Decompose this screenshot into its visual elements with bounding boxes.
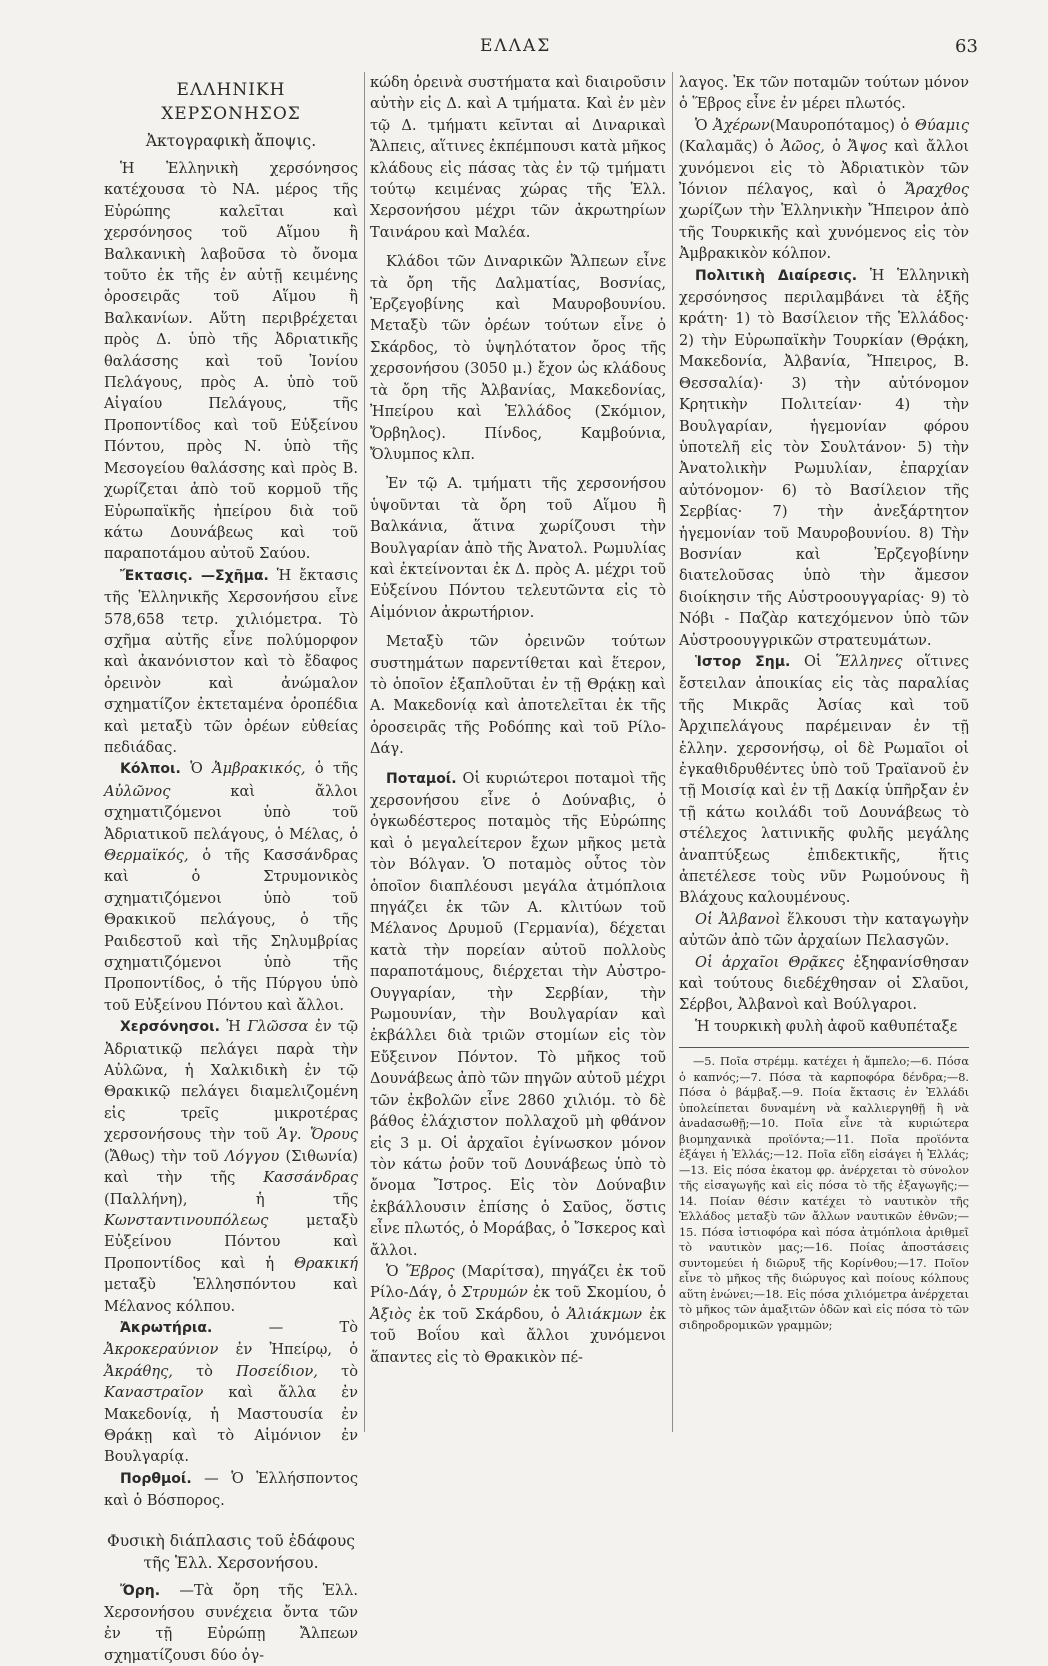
section-heading-physical [104,1530,358,1574]
paragraph-thracians [679,952,969,1016]
paragraph-balkan: Ἐν τῷ Α. τμήματι τῆς χερσονήσου ὑψοῦνται τὰ ὄρη τοῦ Αἵμου ἢ Βαλκάνια, ἅτινα χωρίζουσι τὴν Βουλγαρίαν ἀπὸ τῆς Ἀνατολ. Ρωμυλίας καὶ ἐκτείνονται ἐκ Δ. πρὸς Α. μέχρι τοῦ Εὐξείνου Πόντου τελευτῶντα εἰς τὸ Αἱμόνιον ἀκρωτήριον. [370,475,666,621]
text: Οἱ κυριώτεροι ποταμοὶ τῆς χερσονήσου εἶνε ὁ Δούναβις, ὁ ὀγκωδέστερος ποταμὸς τῆς Εὐρώπης καὶ ὁ μεγαλείτερον ἔχων μῆκος μετὰ τὸν Βόλγαν. Ὁ ποταμὸς οὗτος τὸν ὁποῖον διαπλέουσι μεγάλα ἀτμόπλοια πηγάζει ἐκ τῶν Α. κλιτύων τοῦ Μέλανος Δρυμοῦ (Γερμανία), δέχεται κατὰ τὴν πορείαν αὐτοῦ πολλοὺς παραποτάμους, διέρχεται τὴν Αὐστρο-Ουγγαρίαν, τὴν Σερβίαν, τὴν Ρωμουνίαν, τὴν Βουλγαρίαν καὶ ἐκβάλλει διὰ τριῶν στομίων εἰς τὸν Εὔξεινον Πόντον. Τὸ μῆκος τοῦ Δουνάβεως ἀπὸ τῶν πηγῶν αὐτοῦ μέχρι τῶν ἐκβολῶν εἶνε 2860 χιλιόμ. τὸ δὲ βάθος ἐλάχιστον πολλαχοῦ μὴ φθάνον εἰς 3 μ. Οἱ ἀρχαῖοι ἐγίνωσκον μόνον τὸν κάτω ῥοῦν τοῦ Δουνάβεως ὑπὸ τὸ ὄνομα Ἴστρος. Εἰς τὸν Δούναβιν ἐκβάλλουσιν ἐπίσης ὁ Σαῦος, ὅστις εἶνε πλωτός, ὁ Μοράβας, ὁ Ἴσκερος καὶ ἄλλοι. [370,769,667,1259]
paragraph-dinaric: Κλάδοι τῶν Διναρικῶν Ἄλπεων εἶνε τὰ ὄρη τῆς Δαλματίας, Βοσνίας, Ἐρζεγοβίνης καὶ Μαυροβουνίου. Μεταξὺ τῶν ὀρέων τούτων εἶνε ὁ Σκάρδος, τὸ ὑψηλότατον ὄρος τῆς χερσονήσου (3050 μ.) ἔχον ὡς κλάδους τὰ ὄρη τῆς Ἀλβανίας, Μακεδονίας, Ἠπείρου καὶ Ἑλλάδος (Σκόμιον, Ὄρβηλος). Πίνδος, Καμβούνια, Ὄλυμπος κλπ. [370,253,666,463]
paragraph-mountains [104,1580,358,1666]
column-middle [370,72,666,1368]
paragraph-albanians [679,909,969,952]
paragraph-gulfs [104,758,358,1016]
italic-term: Λόγγου [224,1147,280,1165]
text: (Μαυροπόταμος) ὁ [769,116,910,134]
paragraph-mountains-cont: κώδη ὀρεινὰ συστήματα καὶ διαιροῦσιν αὐτὴν εἰς Δ. καὶ Α τμήματα. Καὶ ἐν μὲν τῷ Δ. τμήματι κεῖνται αἱ Διναρικαὶ Ἄλπεις, αἵτινες ἐκπέμπουσι κατὰ μῆκος κλάδους εἰς πάσας τὰς ἐν τῷ τμήματι τούτῳ κειμένας χώρας τῆς Ἑλλ. Χερσονήσου μέχρι τῶν ἀκρωτηρίων Ταινάρου καὶ Μαλέα. [370,74,666,241]
text: καὶ ἄλλα ἐν Μακεδονίᾳ, ἡ Μαστουσία ἐν Θράκῃ καὶ τὸ Αἱμόνιον ἐν Βουλγαρίᾳ. [104,1384,358,1466]
section-title: ΕΛΛΗΝΙΚΗ ΧΕΡΣΟΝΗΣΟΣ [161,80,301,124]
spacer [370,623,666,631]
keyword-potamoi: Ποταμοί. [386,770,457,787]
footnotes [679,1047,969,1333]
page-number: 63 [955,36,978,57]
keyword-akrotiria: Ἀκρωτήρια. [120,1319,213,1336]
italic-term: Ἀχέρων [713,116,770,134]
text: ὁ τῆς Κασσάνδρας καὶ ὁ Στρυμονικὸς σχηματιζόμενοι ὑπὸ τοῦ Θρακικοῦ πελάγους, ὁ τῆς Ραιδεστοῦ καὶ τῆς Σηλυμβρίας σχηματιζόμενοι ὑπὸ τῆς Προποντίδος, ὁ τῆς Πύργου ὑπὸ τοῦ Εὐξείνου Πόντου καὶ ἄλλοι. [104,847,359,1014]
paragraph-rhodope: Μεταξὺ τῶν ὀρεινῶν τούτων συστημάτων παρεντίθεται καὶ ἕτερον, τὸ ὁποῖον ἐξαπλοῦται ἐν τῇ Θρᾴκῃ καὶ Α. Μακεδονίᾳ καὶ ἀποτελεῖται ἐκ τῆς ὀροσειρᾶς τῆς Ροδόπης καὶ τοῦ Ρίλο-Δάγ. [370,633,666,758]
paragraph-extent [104,565,358,759]
italic-term: Ἀμβρακικός, [212,760,306,778]
heading-line: τῆς Ἑλλ. Χερσονήσου. [143,1553,319,1572]
keyword-porthmoi: Πορθμοί. [120,1470,192,1487]
italic-term: Ἄψος [848,138,888,156]
text: Ὁ [190,760,203,778]
keyword-ektasis: Ἔκτασις. —Σχῆμα. [120,567,269,584]
italic-term: Ἁγ. Ὄρους [277,1126,359,1144]
paragraph-capes [104,1317,358,1468]
text: ὁ τῆς [314,760,359,778]
text: Ὁ [386,1262,399,1280]
text: (Παλλήνη), ἡ τῆς [104,1190,358,1208]
column-right [679,72,969,1333]
text: (Καλαμᾶς) ὁ [679,138,774,156]
column-rule-left [364,72,365,1432]
paragraph-rivers-thrace [370,1261,666,1368]
text: τὸ [341,1362,358,1380]
italic-term: Στρυμών [461,1284,528,1302]
text: (Μαρίτσα), πηγάζει ἐκ τοῦ Ρίλο-Δάγ, ὁ [370,1262,667,1302]
text: οἵτινες ἔστειλαν ἀποικίας εἰς τὰς παραλίας τῆς Μικρᾶς Ἀσίας καὶ τοῦ Ἀρχιπελάγους παρέμειναν ἐν τῇ ἑλλην. χερσονήσῳ, οἱ δὲ Ρωμαῖοι οἱ ἐγκαθιδρυθέντες ὑπὸ τοῦ Τραϊανοῦ ἐν τῇ Μοισίᾳ καὶ ἐν τῇ Δακίᾳ ὑπῆρξαν ἐν τῇ κάτω κοιλάδι τοῦ Δουνάβεως τὸ στέλεχος λατινικῆς φυλῆς μεγάλης ἀναπτύξεως ἐπιδεκτικῆς, ἥτις ἀπετέλεσε τοὺς νῦν Ρωμούνους ἢ Βλάχους καλουμένους. [679,652,970,907]
text: — Τὸ [268,1318,358,1336]
text: καὶ ἄλλοι σχηματιζόμενοι ὑπὸ τοῦ Ἀδριατικοῦ πελάγους, ὁ Μέλας, ὁ [104,782,358,843]
keyword-politiki: Πολιτικὴ Διαίρεσις. [695,267,858,284]
italic-term: Κωνσταντινουπόλεως [104,1211,269,1229]
italic-term: Ἁλιάκμων [566,1305,643,1323]
text: μεταξὺ Ἑλλησπόντου καὶ Μέλανος κόλπου. [104,1276,358,1315]
italic-term: Ἀκροκεραύνιον [104,1341,219,1359]
italic-term: Θύαμις [914,116,969,134]
paragraph-straits [104,1468,358,1512]
text: ἕλκουσι τὴν καταγωγὴν αὐτῶν ἀπὸ τῶν ἀρχαίων Πελασγῶν. [679,910,969,950]
italic-term: Ἀκράθης, [104,1362,173,1380]
text: ἐκ τοῦ Σκάρδου, ὁ [418,1305,560,1323]
italic-term: Ἀξιὸς [370,1305,412,1323]
text: τὸ [196,1362,213,1380]
italic-term: Ἕβρος [405,1262,455,1280]
paragraph-political [679,265,969,651]
text: (Ἄθως) τὴν τοῦ [104,1147,219,1165]
text: μεταξὺ Εὐξείνου Πόντου καὶ Προποντίδος καὶ ἡ [104,1211,358,1272]
column-rule-right [672,72,673,1432]
italic-term: Καναστραῖον [104,1384,204,1402]
spacer [370,465,666,473]
italic-term: Θερμαϊκός, [104,847,189,864]
text: ἐκ τοῦ Σκομίου, ὁ [533,1284,667,1302]
italic-term: Θρακική [293,1254,358,1272]
text: Ἡ Ἑλληνικὴ χερσόνησος περιλαμβάνει τὰ ἑξῆς κράτη· 1) τὸ Βασίλειον τῆς Ἑλλάδος· 2) τὴν Εὐρωπαϊκὴν Τουρκίαν (Θρᾴκη, Μακεδονία, Ἀλβανία, Ἤπειρος, Β. Θεσσαλία)· 3) τὴν αὐτόνομον Κρητικὴν Πολιτείαν· 4) τὴν Βουλγαρίαν, ἡγεμονίαν φόρου ὑποτελῆ εἰς τὸν Σουλτάνον· 5) τὴν Ἀνατολικὴν Ρωμυλίαν, ἐπαρχίαν αὐτόνομον· 6) τὸ Βασίλειον τῆς Σερβίας· 7) τὴν ἀνεξάρτητον ἡγεμονίαν τοῦ Μαυροβουνίου. 8) Τὴν Βοσνίαν καὶ Ἐρζεγοβίνην διατελοῦσας ὑπὸ τὴν ἄμεσον διοίκησιν τῆς Αὐστροουγγαρίας· 9) τὸ Νόβι - Παζὰρ κατεχόμενον ὑπὸ τῶν Αὐστροουγγρικῶν στρατευμάτων. [679,266,969,649]
italic-term: Ἀῶος, [780,138,825,156]
spacer [370,760,666,768]
italic-term: Αὐλῶνος [104,782,171,800]
footnote-text: —5. Ποῖα στρέμμ. κατέχει ἡ ἄμπελο;—6. Πόσα ὁ καπνός;—7. Πόσα τὰ καρποφόρα δένδρα;—8. Πόσα ὁ βάμβαξ.—9. Ποία ἔκτασις ἐν Ἑλλάδι ὑπολείπεται δυναμένη νὰ καλλιεργηθῇ ἢ νὰ ἀνadασωθῇ;—10. Ποῖα εἶνε τὰ κυριώτερα βιομηχανικὰ προϊόντα;—11. Ποῖα προϊόντα ἐξάγει ἡ Ἑλλάς;—12. Ποῖα εἴδη εἰσάγει ἡ Ἑλλάς;—13. Εἰς πόσα ἑκατομ φρ. ἀνέρχεται τὸ σύνολον τῆς εἰσαγωγῆς καὶ εἰς πόσα τὸ τῆς ἐξαγωγῆς;—14. Ποίαν θέσιν κατέχει τὸ ναυτικὸν τῆς Ἑλλάδος μεταξὺ τῶν ἄλλων ναυτικῶν ἐθνῶν;—15. Πόσα ἱστιοφόρα καὶ πόσα ἀτμόπλοια ἀριθμεῖ τὸ ναυτικὸν μας;—16. Ποίας ἀποστάσεις συντομεύει ἡ διῶρυξ τῆς Κορίνθου;—17. Ποῖον εἶνε τὸ μῆκος τῆς διώρυγος καὶ ποίους κόλπους αὕτη ἑνώνει;—18. Εἰς πόσα χιλιόμετρα ἀνέρχεται τὸ μῆκος τῶν ἁμαξιτῶν ὁδῶν καὶ εἰς πόσα τὸ τῶν σιδηροδρομικῶν γραμμῶν; [679,1055,969,1332]
text: Ὁ [695,116,708,134]
keyword-kolpoi: Κόλποι. [120,761,181,778]
paragraph-extent-text: Ἡ ἔκτασις τῆς Ἑλληνικῆς Χερσονήσου εἶνε 578,658 τετρ. χιλιόμετρα. Τὸ σχῆμα αὐτῆς εἶνε πολύμορφον καὶ ἀκανόνιστον καὶ τὸ ἔδαφος ὀρεινὸν καὶ ἀνώμαλον σχηματίζον ἐκτεταμένα ὀροπέδια καὶ μεταξὺ τῶν ὀρέων εὐθείας πεδιάδας. [104,566,358,756]
italic-term: Γλῶσσα [247,1018,309,1036]
running-title: ΕΛΛΑΣ [480,36,552,56]
column-left [104,72,358,1666]
paragraph-rivers-cont: λαγος. Ἐκ τῶν ποταμῶν τούτων μόνον ὁ Ἕβρος εἶνε ἐν μέρει πλωτός. [679,74,969,113]
paragraph-coastline: Ἡ Ἑλληνικὴ χερσόνησος κατέχουσα τὸ ΝΑ. μέρος τῆς Εὐρώπης καλεῖται καὶ χερσόνησος τοῦ Αἵμου ἢ Βαλκανικὴ λαβοῦσα τὸ ὄνομα τοῦτο ἐκ τῆς ἐν αὐτῇ κειμένης ὀροσειρᾶς τοῦ Αἵμου ἢ Βαλκανίων. Αὕτη περιβρέχεται πρὸς Δ. ὑπὸ τῆς Ἀδριατικῆς θαλάσσης καὶ τοῦ Ἰονίου Πελάγους, πρὸς Α. ὑπὸ τοῦ Αἰγαίου Πελάγους, τῆς Προποντίδος καὶ τοῦ Εὐξείνου Πόντου, πρὸς Ν. ὑπὸ τῆς Μεσογείου θαλάσσης καὶ πρὸς Β. χωρίζεται ἀπὸ τοῦ κορμοῦ τῆς Εὐρωπαϊκῆς ἠπείρου διὰ τοῦ κάτω Δουνάβεως καὶ τοῦ παραποτάμου αὐτοῦ Σαύου. [104,160,358,563]
text: ἐξηφανίσθησαν καὶ τούτους διεδέχθησαν οἱ Σλαῦοι, Σέρβοι, Ἀλβανοὶ καὶ Βούλγαροι. [679,953,969,1014]
text: ἐκ τοῦ Βοΐου καὶ ἄλλοι χυνόμενοι ἅπαντες εἰς τὸ Θρακικὸν πέ- [370,1305,667,1366]
text: Οἱ [803,652,822,670]
text: ἐν τῷ Ἀδριατικῷ πελάγει παρὰ τὴν Αὐλῶνα, ἡ Χαλκιδικὴ ἐν τῷ Θρακικῷ πελάγει διαμελιζομένη εἰς τρεῖς μικροτέρας χερσονήσους τὴν τοῦ [104,1018,359,1144]
paragraph-rivers [370,768,666,1261]
text: καὶ ἄλλοι χυνόμενοι εἰς τὸ Ἀδριατικὸν τῶν Ἰόνιον πέλαγος, καὶ ὁ [679,138,970,199]
text: χωρίζων τὴν Ἑλληνικὴν Ἤπειρον ἀπὸ τῆς Τουρκικῆς καὶ χυνόμενος εἰς τὸν Ἀμβρακικὸν κόλπον. [679,202,969,263]
text: ὁ [832,138,841,156]
italic-term: Ποσείδιον, [236,1362,318,1380]
heading-line: Φυσικὴ διάπλασις τοῦ ἐδάφους [107,1531,355,1550]
paragraph-peninsulas [104,1016,358,1317]
text: — Ὁ Ἑλλήσποντος καὶ ὁ Βόσπορος. [104,1469,359,1510]
paragraph-history [679,651,969,909]
running-head [0,36,1048,66]
keyword-istor: Ἱστορ Σημ. [695,653,791,670]
italic-term: Κασσάνδρας [263,1169,358,1187]
keyword-ori: Ὄρη. [120,1582,161,1599]
paragraph-turkish: Ἡ τουρκικὴ φυλὴ ἀφοῦ καθυπέταξε [695,1017,958,1035]
paragraph-rivers-west [679,115,969,265]
italic-term: Ἕλληνες [835,652,903,670]
keyword-chersonisoi: Χερσόνησοι. [120,1019,220,1036]
italic-term: Οἱ ἀρχαῖοι Θρᾷκες [695,953,845,971]
italic-term: Ἄραχθος [905,181,969,199]
text: —Τὰ ὄρη τῆς Ἑλλ. Χερσονήσου συνέχεια ὄντα τῶν ἐν τῇ Εὐρώπῃ Ἄλπεων σχηματίζουσι δύο ὀγ- [104,1581,358,1664]
text: Ἡ [226,1018,241,1036]
italic-term: Οἱ Ἀλβανοὶ [695,910,781,928]
spacer [370,243,666,251]
text: ἐν Ἠπείρῳ, ὁ [235,1341,358,1359]
section-subtitle: Ἀκτογραφικὴ ἄποψις. [145,132,317,150]
text: (Σιθωνία) καὶ τὴν τῆς [104,1147,359,1187]
